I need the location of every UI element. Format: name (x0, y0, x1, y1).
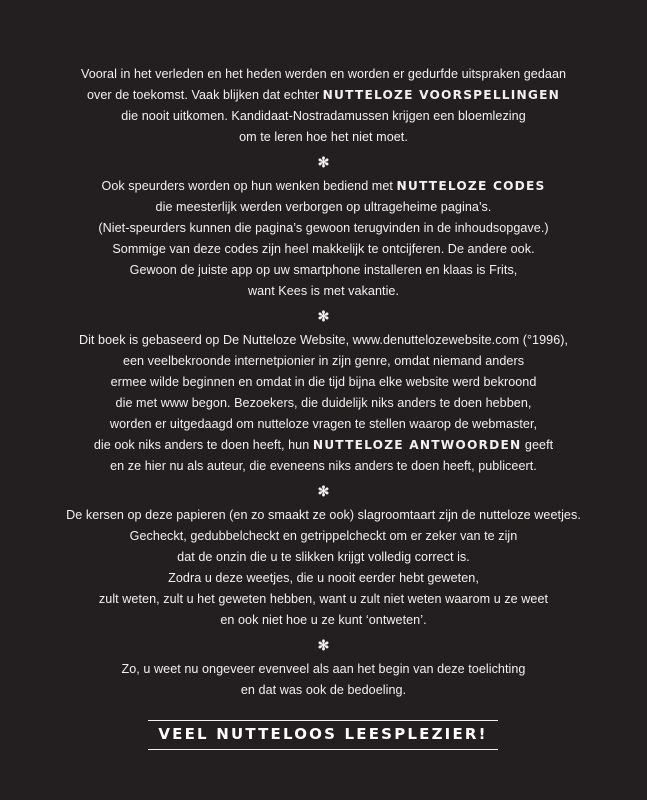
text-line (0, 568, 647, 589)
text-line (0, 659, 647, 680)
asterisk-separator-icon: ✻ (317, 483, 330, 499)
paragraph-conclusion (0, 659, 647, 701)
text-line (0, 85, 647, 106)
text-span: ermee wilde beginnen en omdat in die tijd bijna elke website werd bekroond (110, 375, 537, 389)
paragraph-codes (0, 176, 647, 302)
text-line (0, 218, 647, 239)
text-span: Dit boek is gebaseerd op De Nutteloze Website, www.denuttelozewebsite.com (°1996), (78, 333, 569, 347)
text-span: geeft (521, 438, 554, 452)
text-line (0, 680, 647, 701)
highlight-useless-answers: NUTTELOZE ANTWOORDEN (312, 438, 522, 452)
text-span: en dat was ook de bedoeling. (240, 683, 407, 697)
text-span: een veelbekroonde internetpionier in zijn genre, omdat niemand anders (122, 354, 525, 368)
text-line (0, 176, 647, 197)
text-span: en ook niet hoe u ze kunt ‘ontweten’. (220, 613, 427, 627)
asterisk-separator-icon: ✻ (317, 637, 330, 653)
paragraph-predictions (0, 64, 647, 148)
text-line (0, 393, 647, 414)
text-span: Sommige van deze codes zijn heel makkelijk te ontcijferen. De andere ook. (112, 242, 535, 256)
paragraph-website (0, 330, 647, 477)
text-line (0, 414, 647, 435)
text-line (0, 526, 647, 547)
text-line (0, 106, 647, 127)
text-span: Gewoon de juiste app op uw smartphone installeren en klaas is Frits, (129, 263, 518, 277)
text-span: Vooral in het verleden en het heden werden en worden er gedurfde uitspraken gedaan (80, 67, 567, 81)
text-span: worden er uitgedaagd om nutteloze vragen te stellen waarop de webmaster, (109, 417, 538, 431)
text-line (0, 281, 647, 302)
text-span: Zo, u weet nu ongeveer evenveel als aan het begin van deze toelichting (121, 662, 526, 676)
text-line (0, 610, 647, 631)
text-span: Ook speurders worden op hun wenken bediend met (101, 179, 397, 193)
text-span: en ze hier nu als auteur, die eveneens niks anders te doen heeft, publiceert. (110, 459, 537, 473)
closing-banner: VEEL NUTTELOOS LEESPLEZIER! (148, 720, 498, 750)
text-line (0, 64, 647, 85)
text-span: Gecheckt, gedubbelcheckt en getrippelcheckt om er zeker van te zijn (129, 529, 518, 543)
text-span: want Kees is met vakantie. (247, 284, 400, 298)
asterisk-separator-icon: ✻ (317, 308, 330, 324)
text-span: om te leren hoe het niet moet. (239, 130, 408, 144)
text-line (0, 547, 647, 568)
text-span: over de toekomst. Vaak blijken dat echter (86, 88, 323, 102)
text-line (0, 435, 647, 456)
text-span: Zodra u deze weetjes, die u nooit eerder hebt geweten, (168, 571, 479, 585)
highlight-useless-codes: NUTTELOZE CODES (396, 179, 546, 193)
text-span: die meesterlijk werden verborgen op ultrageheime pagina’s. (155, 200, 492, 214)
text-line (0, 239, 647, 260)
paragraph-facts (0, 505, 647, 631)
text-span: (Niet-speurders kunnen die pagina’s gewoon terugvinden in de inhoudsopgave.) (98, 221, 549, 235)
text-span: De kersen op deze papieren (en zo smaakt ze ook) slagroomtaart zijn de nutteloze weetjes. (66, 508, 581, 522)
text-line (0, 456, 647, 477)
text-line (0, 127, 647, 148)
text-line (0, 351, 647, 372)
text-span: die ook niks anders te doen heeft, hun (93, 438, 313, 452)
text-span: die nooit uitkomen. Kandidaat-Nostradamussen krijgen een bloemlezing (121, 109, 526, 123)
highlight-useless-predictions: NUTTELOZE VOORSPELLINGEN (322, 88, 561, 102)
text-line (0, 589, 647, 610)
asterisk-separator-icon: ✻ (317, 154, 330, 170)
text-line (0, 372, 647, 393)
text-span: dat de onzin die u te slikken krijgt volledig correct is. (177, 550, 470, 564)
text-line (0, 330, 647, 351)
text-line (0, 260, 647, 281)
text-line (0, 505, 647, 526)
text-span: zult weten, zult u het geweten hebben, want u zult niet weten waarom u ze weet (98, 592, 549, 606)
text-line (0, 197, 647, 218)
intro-text (0, 64, 647, 701)
text-span: die met www begon. Bezoekers, die duidelijk niks anders te doen hebben, (115, 396, 532, 410)
